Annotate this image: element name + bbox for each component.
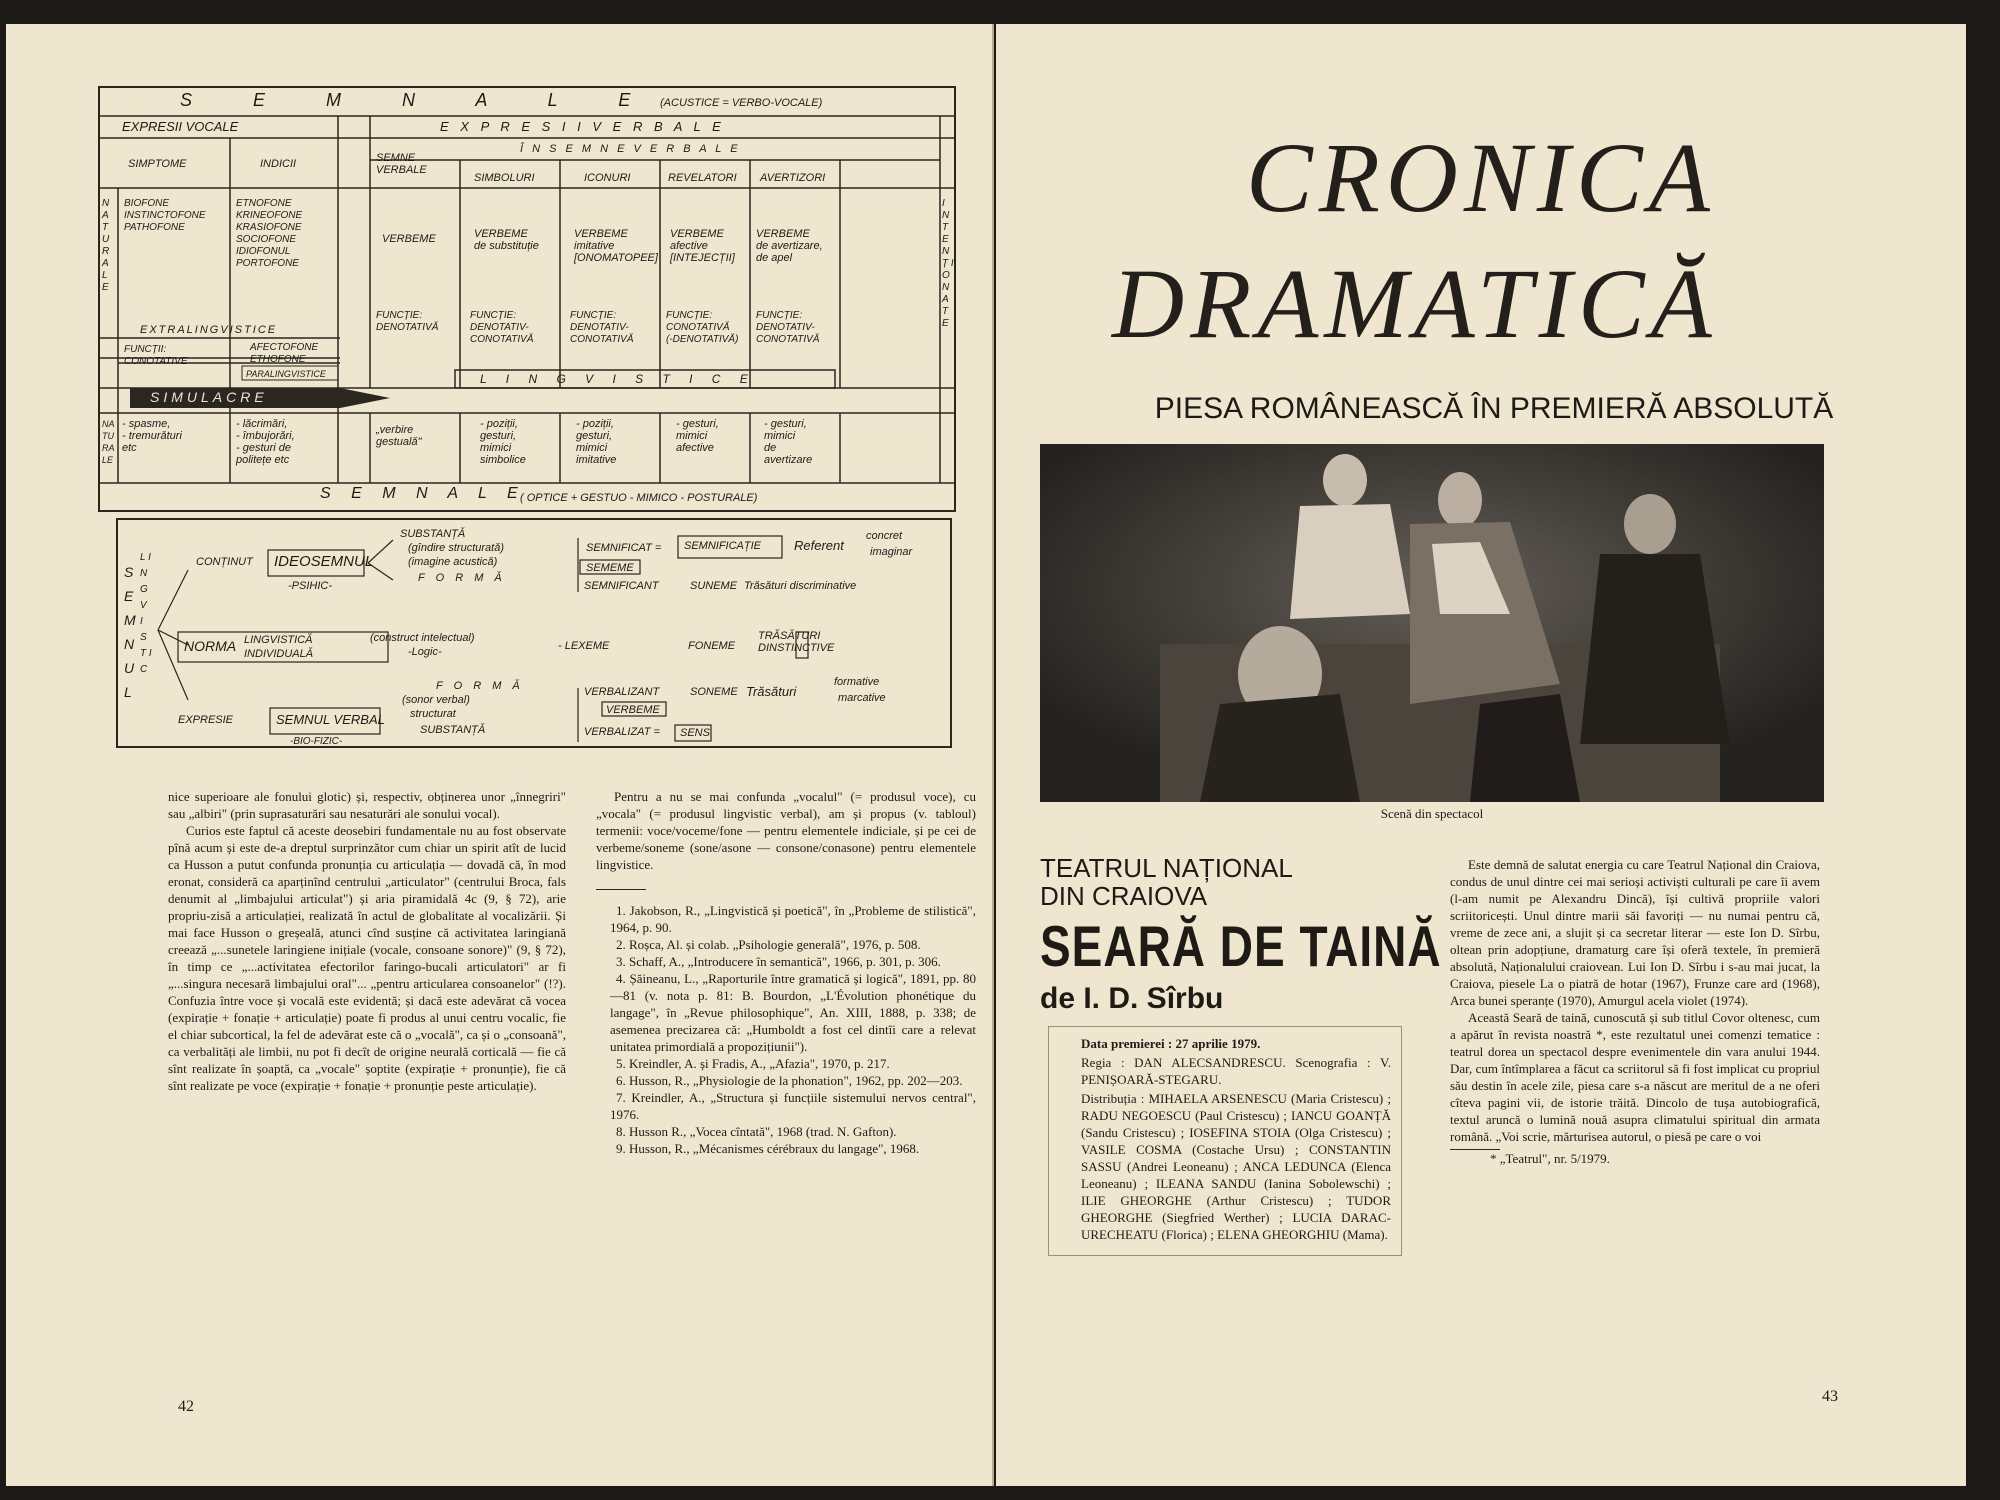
label-norma: NORMA [184,638,237,654]
footnote: 1. Jakobson, R., „Lingvistică și poetică", în „Probleme de stilistică", 1964, p. 90. [610,903,976,935]
label-lexeme: - LEXEME [558,640,610,652]
side-lingvistic: L I N G V I S T I C [140,552,152,675]
function-simboluri: FUNCȚIE: DENOTATIV- CONOTATIVĂ [470,310,534,345]
header-simboluri: SIMBOLURI [474,172,535,184]
right-column [1450,856,1820,1167]
label-trasaturi-formative: Trăsături [746,684,797,699]
label-referent: Referent [794,538,844,553]
header-indicii: INDICII [260,158,297,170]
label-paralingvistice: PARALINGVISTICE [246,369,326,379]
paragraph: Este demnă de salutat energia cu care Teatrul Național din Craiova, condus de unul dintre cei mai serioși activiști culturali pe care îi avem (l-am numit pe Alexandru Dincă), își cultivă propriile valori scriitoricești. Unul dintre marii săi favoriți — nu numai pentru că, vreme de zece ani, a slujit și ca secretar literar — este Ion D. Sîrbu, oltean prin adopțiune, dramaturg care își oferă textele, în premieră absolută, Naționalului craiovean. Lui Ion D. Sîrbu i s-au mai jucat, la Craiova, piesele La o piatră de hotar (1967), Frunze care ard (1968), Arca bunei speranțe (1970), Amurgul acela violet (1974). [1450,857,1820,1008]
footnote: 4. Șăineanu, L., „Raporturile între gramatică și logică", 1891, pp. 80—81 (v. nota p. 81: B. Bourdon, „L'Évolution phonétique du langage", în „Revue philosophique", An. XIII, 1888, p. 338; de asemenea precizarea că: „Humboldt a fost cel dintîi care a relevat unitatea primordială a propozițiunii"). [610,971,976,1054]
footnote: 8. Husson R., „Vocea cîntată", 1968 (trad. N. Gafton). [616,1124,897,1139]
label-ideosemnul: IDEOSEMNUL [274,553,374,570]
table-top-title: S E M N A L E [180,90,659,110]
header-insemne-verbale: Î N S E M N E V E R B A L E [520,143,741,155]
label-verbalizant: VERBALIZANT [584,686,660,698]
header-simptome: SIMPTOME [128,158,187,170]
section-subtitle: PIESA ROMÂNEASCĂ ÎN PREMIERĂ ABSOLUTĂ [1154,392,1834,425]
title-dramatica: DRAMATICĂ [1112,248,1718,359]
label-substanta-1: SUBSTANȚĂ [400,528,466,540]
semnul-lingvistic-diagram [116,518,952,748]
label-gindire: (gîndire structurată) [408,542,504,554]
cell-avertizori: VERBEME de avertizare, de apel [756,228,823,264]
left-page [6,24,994,1486]
performance-photo [1040,444,1824,802]
label-logic: -Logic- [408,646,442,658]
footnote: 3. Schaff, A., „Introducere în semantică", 1966, p. 301, p. 306. [616,954,941,969]
theatre-name: TEATRUL NAȚIONAL DIN CRAIOVA [1040,853,1293,911]
left-column-1 [168,788,566,1094]
label-trasaturi-discriminative: Trăsături discriminative [744,580,857,592]
label-concret: concret [866,530,903,542]
notes-divider [596,889,646,890]
cast-credits: Distribuția : MIHAELA ARSENESCU (Maria Cristescu) ; RADU NEGOESCU (Paul Cristescu) ; IANCU GOANȚĂ (Sandu Cristescu) ; IOSEFINA STOIA (Olga Cristescu) ; VASILE COSMA (Costache Ursu) ; CONSTANTIN SASSU (Andrei Leoneanu) ; ANCA LEDUNCA (Elenca Leoneanu) ; ILEANA SANDU (Ianina Sobolewschi) ; ILIE GHEORGHE (Arthur Cristescu) ; TUDOR GHEORGHE (Siegfried Werther) ; LUCIA DARAC-URECHEATU (Florica) ; ELENA GHEORGHIU (Mama). [1081,1091,1391,1242]
row-simptome: - spasme, - tremurături etc [122,418,182,454]
left-column-2 [596,788,976,1157]
label-afectofone: AFECTOFONE [250,342,319,353]
footnote: 9. Husson, R., „Mécanismes cérébraux du langage", 1968. [616,1141,920,1156]
row-semne: „verbire gestuală" [376,424,422,448]
label-functii-conotative: FUNCȚII: CONOTATIVE [124,344,188,367]
label-psihic: -PSIHIC- [288,580,332,592]
label-continut: CONȚINUT [196,556,253,568]
label-individuala: INDIVIDUALĂ [244,648,314,660]
row-indicii: - lăcrimări, - îmbujorări, - gesturi de politețe etc [236,418,295,466]
footnotes [596,902,976,1157]
footnote: 6. Husson, R., „Physiologie de la phonation", 1962, pp. 202—203. [616,1073,963,1088]
cell-iconuri: VERBEME imitative [ONOMATOPEE] [574,228,658,264]
label-imagine: (imagine acustică) [408,556,498,568]
page-number: 43 [1822,1388,1838,1405]
photo-caption: Scenă din spectacol [1380,806,1484,821]
label-verbeme: VERBEME [606,704,660,716]
label-sens: SENS [680,727,710,739]
paragraph: nice superioare ale fonului glotic) și, respectiv, obținerea unor „înnegriri" sau „albiri" (prin suprasaturări sau nesaturări ale sonului vocal). [168,789,566,821]
label-construct: (construct intelectual) [370,632,475,644]
label-verbalizat: VERBALIZAT = [584,726,660,738]
cell-simboluri: VERBEME de substituție [474,228,539,252]
label-semnificant: SEMNIFICANT [584,580,659,592]
cell-verbeme: VERBEME [382,233,436,245]
play-author: de I. D. Sîrbu [1040,982,1224,1015]
title-cronica: CRONICA [1246,122,1716,233]
label-lingvistica: LINGVISTICĂ [244,634,313,646]
label-substanta-2: SUBSTANȚĂ [420,724,486,736]
footnote: 2. Roșca, Al. și colab. „Psihologie generală", 1976, p. 508. [616,937,921,952]
label-soneme: SONEME [690,686,738,698]
header-iconuri: ICONURI [584,172,631,184]
function-iconuri: FUNCȚIE: DENOTATIV- CONOTATIVĂ [570,310,634,345]
header-expresii-verbale: E X P R E S I I V E R B A L E [440,119,725,134]
label-simulacre: SIMULACRE [150,389,268,405]
table-top-subtitle: (ACUSTICE = VERBO-VOCALE) [660,97,823,109]
page-number: 42 [178,1398,194,1415]
paragraph: Această Seară de taină, cunoscută și sub titlul Covor oltenesc, cum a apărut în revista noastră *, este rezultatul unei comenzi tematice : teatrul dorea un spectacol despre evenimentele din vara anului 1944. Dar, cum întîmplarea a făcut ca scriitorul să fi fost implicat cu propriul său destin în acele zile, piesa care s-a născut are meritul de a ne oferi cîteva pagini vii, de istorie trăită. Dincolo de tușa autobiografică, textul aruncă o lumină nouă asupra climatului spiritual din armata română. „Voi scrie, mărturisea autorul, o piesă pe care o voi [1450,1010,1820,1144]
cell-indicii: ETNOFONE KRINEOFONE KRASIOFONE SOCIOFONE IDIOFONUL PORTOFONE [236,198,303,269]
row-iconuri: - poziții, gesturi, mimici imitative [576,418,617,466]
label-sememe: SEMEME [586,562,634,574]
label-extralingvistice: EXTRALINGVISTICE [140,324,278,336]
direction-credits: Regia : DAN ALECSANDRESCU. Scenografia : V. PENIȘOARĂ-STEGARU. [1081,1055,1391,1087]
label-semnul-verbal: SEMNUL VERBAL [276,712,385,727]
header-semne-verbale: SEMNE VERBALE [376,152,427,176]
right-page [996,24,1966,1486]
label-forma-2: F O R M Ă [436,680,524,692]
footnote: * „Teatrul", nr. 5/1979. [1490,1151,1610,1166]
paragraph: Pentru a nu se mai confunda „vocalul" (= produsul voce), cu „vocala" (= produsul lingvistic verbal), am și propus (v. tabloul) termenii: voce/voceme/fone — pentru elementele indiciale, și pe cei de verbeme/soneme (sone/asone — consone/conasone) pentru elementele lingvistice. [596,789,976,872]
label-trasaturi-distinctive: TRĂSĂTURI DINSTINCTIVE [758,630,835,654]
row-avertizori: - gesturi, mimici de avertizare [764,418,813,466]
label-imaginar: imaginar [870,546,913,558]
cell-simptome: BIOFONE INSTINCTOFONE PATHOFONE [124,198,206,233]
row-revelatori: - gesturi, mimici afective [676,418,719,454]
header-revelatori: REVELATORI [668,172,737,184]
label-marcative: marcative [838,692,886,704]
paragraph: Curios este faptul că aceste deosebiri fundamentale nu au fost observate pînă acum și este de-a dreptul surprinzător cum chiar un spirit atît de lucid ca Husson a putut confunda pronunția cu articulația — dovadă că, în mod eronat, consideră ca aparținînd centrului „articulator" (centrului Broca, fals denumit al „limbajului articulat") și aria piramidală 4c (9, § 72), arie propriu-zisă a articulației, realizată în actul de globalitate al vocalizării. Și mai face Husson o greșeală, atunci cînd susține că activitatea laringiană creează „...sunetele laringiene inițiale (vocale, consoane sonore)" (9, § 72), în timp ce „...activitatea efectorilor faringo-bucali articulatori" ar fi „...singura necesară limbajului oral"... „pentru articularea consoanelor" (!?). Confuzia între voce și vocală este evidentă; și dacă este adevărat că vocea (expirație + fonație + articulație) poate fi produs al unui centru vocalic, fie el chiar subcortical, la fel de adevărat este că o „vocală", ca și o „consoană", ca verbalități ale limbii, nu pot fi decît de origine neurală corticală — fie că sînt realizate în șoaptă, ca „vocale" șoptite (expirație + pronunție), fie că sînt realizate pe voce (expirație + fonație + pronunție peste articulație). [168,823,566,1093]
label-expresie: EXPRESIE [178,714,234,726]
label-structurat: structurat [410,708,456,720]
side-semnul: S E M N U L [124,564,136,700]
function-semne: FUNCȚIE: DENOTATIVĂ [376,310,439,333]
side-label-naturale: N A T U R A L E [102,198,113,293]
footnote: 5. Kreindler, A. și Fradis, A., „Afazia", 1970, p. 217. [616,1056,890,1071]
label-bio-fizic: -BIO-FIZIC- [290,736,343,747]
photo-scene [1040,444,1824,802]
table-bottom-subtitle: ( OPTICE + GESTUO - MIMICO - POSTURALE) [520,492,758,504]
header-avertizori: AVERTIZORI [760,172,826,184]
label-semnificat: SEMNIFICAT = [586,542,662,554]
label-formative: formative [834,676,880,688]
function-revelatori: FUNCȚIE: CONOTATIVĂ (-DENOTATIVĂ) [666,310,739,345]
cell-revelatori: VERBEME afective [INTEJECȚII] [670,228,735,264]
label-forma-1: F O R M Ă [418,572,506,584]
label-lingvistice: L I N G V I S T I C E [480,372,756,386]
footnote: 7. Kreindler, A., „Structura și funcțiile sistemului nervos central", 1976. [610,1090,976,1122]
label-suneme: SUNEME [690,580,738,592]
row-simboluri: - poziții, gesturi, mimici simbolice [480,418,526,466]
premiere-date: Data premierei : 27 aprilie 1979. [1081,1036,1261,1051]
label-sonor: (sonor verbal) [402,694,470,706]
label-foneme: FONEME [688,640,736,652]
play-title: SEARĂ DE TAINĂ [1040,913,1442,979]
header-expresii-vocale: EXPRESII VOCALE [122,119,239,134]
label-semnificatie: SEMNIFICAȚIE [684,540,762,552]
table-bottom-title: S E M N A L E [320,485,526,502]
credits-box [1048,1026,1402,1256]
function-avertizori: FUNCȚIE: DENOTATIV- CONOTATIVĂ [756,310,820,345]
label-ethofone: ETHOFONE [250,354,306,365]
side-label-naturale-2: NATURALE [102,419,115,465]
side-label-intentionate: I N T E N Ț I O N A T E [942,198,954,329]
semnale-table [98,86,956,512]
